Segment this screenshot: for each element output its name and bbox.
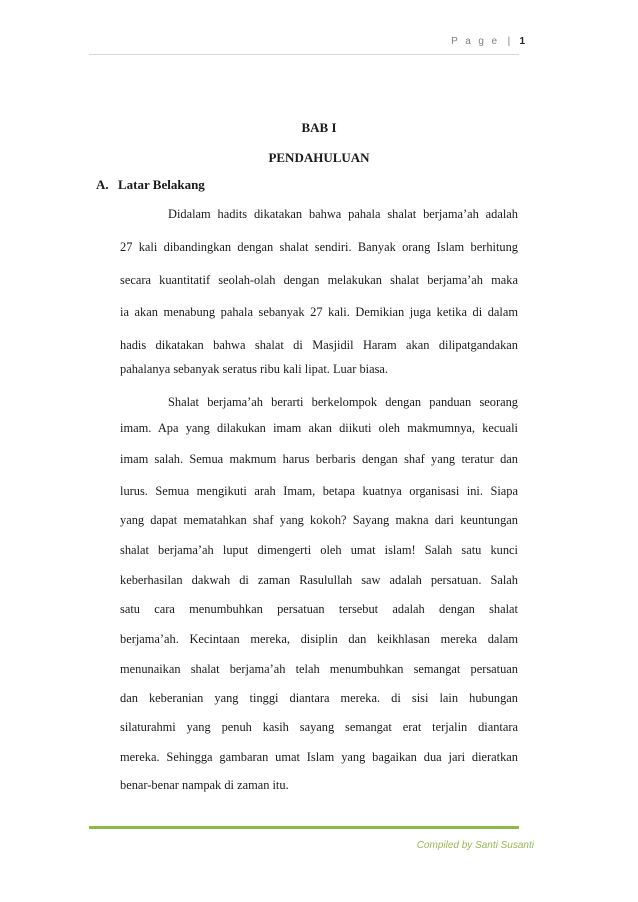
paragraph-line: hadis dikatakan bahwa shalat di Masjidil Haram akan dilipatgandakan — [120, 338, 518, 352]
paragraph-line: keberhasilan dakwah di zaman Rasulullah saw adalah persatuan. Salah — [120, 573, 518, 587]
page-separator: | — [507, 36, 511, 47]
paragraph-line: yang dapat mematahkan shaf yang kokoh? Sayang makna dari keuntungan — [120, 513, 518, 527]
paragraph-line: shalat berjama’ah luput dimengerti oleh umat islam! Salah satu kunci — [120, 543, 518, 557]
section-title: Latar Belakang — [118, 177, 205, 192]
paragraph-line: 27 kali dibandingkan dengan shalat sendiri. Banyak orang Islam berhitung — [120, 240, 518, 254]
paragraph-line: lurus. Semua mengikuti arah Imam, betapa kuatnya organisasi ini. Siapa — [120, 484, 518, 498]
paragraph-line: mereka. Sehingga gambaran umat Islam yang bagaikan dua jari dieratkan — [120, 750, 518, 764]
header-divider — [89, 54, 519, 55]
paragraph-line: silaturahmi yang penuh kasih sayang semangat erat terjalin diantara — [120, 720, 518, 734]
chapter-title: PENDAHULUAN — [268, 150, 370, 165]
page-label: P a g e — [451, 36, 500, 47]
page-number: 1 — [519, 36, 525, 47]
paragraph-line: pahalanya sebanyak seratus ribu kali lipat. Luar biasa. — [120, 362, 389, 376]
paragraph-line: secara kuantitatif seolah-olah dengan melakukan shalat berjama’ah maka — [120, 273, 518, 287]
paragraph-line: ia akan menabung pahala sebanyak 27 kali. Demikian juga ketika di dalam — [120, 305, 518, 319]
page-header — [451, 36, 525, 47]
paragraph-line: Didalam hadits dikatakan bahwa pahala shalat berjama’ah adalah — [168, 207, 518, 221]
paragraph-line: menunaikan shalat berjama’ah telah menumbuhkan semangat persatuan — [120, 662, 518, 676]
paragraph-line: benar-benar nampak di zaman itu. — [120, 778, 289, 792]
paragraph-line: imam salah. Semua makmum harus berbaris dengan shaf yang teratur dan — [120, 452, 518, 466]
chapter-number: BAB I — [301, 120, 337, 135]
paragraph-line: Shalat berjama’ah berarti berkelompok dengan panduan seorang — [168, 395, 518, 409]
footer-credit: Compiled by Santi Susanti — [416, 840, 534, 851]
section-marker: A. — [96, 177, 109, 192]
paragraph-line: berjama’ah. Kecintaan mereka, disiplin dan keikhlasan mereka dalam — [120, 632, 518, 646]
footer-divider — [89, 826, 519, 829]
paragraph-line: satu cara menumbuhkan persatuan tersebut adalah dengan shalat — [120, 602, 518, 616]
section-heading — [96, 177, 205, 193]
paragraph-line: imam. Apa yang dilakukan imam akan diikuti oleh makmumnya, kecuali — [120, 421, 518, 435]
paragraph-line: dan keberanian yang tinggi diantara mereka. di sisi lain hubungan — [120, 691, 518, 705]
